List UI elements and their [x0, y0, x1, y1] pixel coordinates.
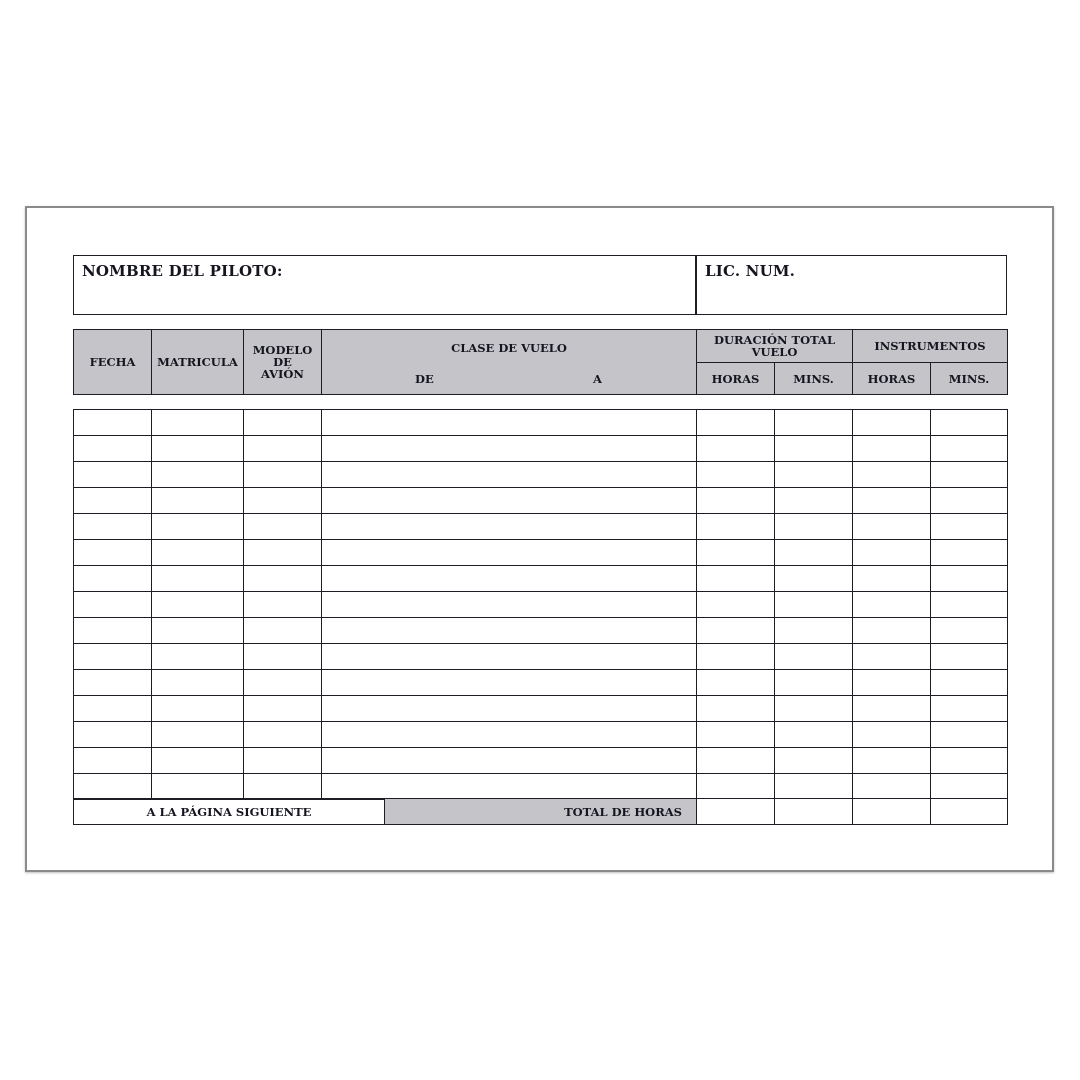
fecha-cell[interactable]	[73, 487, 152, 514]
matricula-cell[interactable]	[151, 539, 244, 566]
col-header-horas-instrumentos	[852, 362, 931, 395]
mins-vuelo-cell[interactable]	[774, 669, 853, 696]
pilot-header-box	[73, 255, 1007, 315]
horas-vuelo-cell[interactable]	[696, 747, 775, 774]
logbook-page	[25, 206, 1054, 872]
modelo-cell[interactable]	[243, 461, 322, 488]
horas-instrumentos-cell[interactable]	[852, 435, 931, 462]
horas-vuelo-cell[interactable]	[696, 695, 775, 722]
mins-vuelo-cell[interactable]	[774, 591, 853, 618]
fecha-cell[interactable]	[73, 721, 152, 748]
next-page-label: A LA PÁGINA SIGUIENTE	[146, 804, 312, 819]
instrumentos-label: INSTRUMENTOS	[874, 339, 986, 353]
fecha-cell[interactable]	[73, 409, 152, 436]
modelo-cell[interactable]	[243, 409, 322, 436]
modelo-cell[interactable]	[243, 539, 322, 566]
matricula-cell[interactable]	[151, 435, 244, 462]
horas-instrumentos-cell[interactable]	[852, 539, 931, 566]
mins-instrumentos-cell[interactable]	[930, 669, 1008, 696]
modelo-cell[interactable]	[243, 747, 322, 774]
horas-vuelo-cell[interactable]	[696, 487, 775, 514]
clase-de-vuelo-label: CLASE DE VUELO	[451, 341, 567, 355]
mins-instrumentos-cell[interactable]	[930, 695, 1008, 722]
clase-de-vuelo-cell[interactable]	[321, 539, 697, 566]
col-header-duracion-total	[696, 329, 853, 363]
pilot-name-label: NOMBRE DEL PILOTO:	[82, 262, 283, 280]
mins-instrumentos-cell[interactable]	[930, 565, 1008, 592]
mins-instrumentos-cell[interactable]	[930, 409, 1008, 436]
matricula-cell[interactable]	[151, 721, 244, 748]
matricula-cell[interactable]	[151, 643, 244, 670]
horas-instrumentos-cell[interactable]	[852, 747, 931, 774]
mins-vuelo-cell[interactable]	[774, 435, 853, 462]
total-flight-hours-field[interactable]	[696, 798, 775, 825]
mins-label: MINS.	[793, 371, 834, 386]
modelo-cell[interactable]	[243, 513, 322, 540]
matricula-cell[interactable]	[151, 695, 244, 722]
mins-instrumentos-cell[interactable]	[930, 617, 1008, 644]
horas-vuelo-cell[interactable]	[696, 513, 775, 540]
clase-de-vuelo-cell[interactable]	[321, 721, 697, 748]
matricula-cell[interactable]	[151, 669, 244, 696]
matricula-cell[interactable]	[151, 461, 244, 488]
modelo-cell[interactable]	[243, 591, 322, 618]
matricula-cell[interactable]	[151, 409, 244, 436]
col-header-horas-vuelo	[696, 362, 775, 395]
clase-de-vuelo-cell[interactable]	[321, 461, 697, 488]
horas-instrumentos-cell[interactable]	[852, 773, 931, 800]
col-header-fecha	[73, 329, 152, 395]
horas-vuelo-cell[interactable]	[696, 565, 775, 592]
modelo-cell[interactable]	[243, 721, 322, 748]
horas-instrumentos-cell[interactable]	[852, 643, 931, 670]
fecha-cell[interactable]	[73, 565, 152, 592]
horas-instrumentos-cell[interactable]	[852, 617, 931, 644]
matricula-label: MATRICULA	[157, 355, 238, 369]
mins-vuelo-cell[interactable]	[774, 539, 853, 566]
matricula-cell[interactable]	[151, 487, 244, 514]
next-page-cell	[73, 798, 385, 825]
clase-de-vuelo-cell[interactable]	[321, 695, 697, 722]
mins-vuelo-cell[interactable]	[774, 513, 853, 540]
matricula-cell[interactable]	[151, 591, 244, 618]
horas-label: HORAS	[867, 371, 916, 386]
fecha-cell[interactable]	[73, 747, 152, 774]
total-flight-mins-field[interactable]	[774, 798, 853, 825]
mins-vuelo-cell[interactable]	[774, 695, 853, 722]
fecha-cell[interactable]	[73, 513, 152, 540]
horas-vuelo-cell[interactable]	[696, 409, 775, 436]
clase-de-vuelo-cell[interactable]	[321, 617, 697, 644]
clase-de-vuelo-cell[interactable]	[321, 565, 697, 592]
mins-vuelo-cell[interactable]	[774, 565, 853, 592]
col-header-clase-de-vuelo	[321, 329, 697, 395]
mins-vuelo-cell[interactable]	[774, 409, 853, 436]
horas-vuelo-cell[interactable]	[696, 435, 775, 462]
license-number-label: LIC. NUM.	[705, 262, 796, 280]
modelo-label: MODELO DE AVIÓN	[252, 343, 313, 381]
clase-de-vuelo-cell[interactable]	[321, 643, 697, 670]
mins-vuelo-cell[interactable]	[774, 721, 853, 748]
modelo-cell[interactable]	[243, 617, 322, 644]
total-instrument-mins-field[interactable]	[930, 798, 1008, 825]
horas-instrumentos-cell[interactable]	[852, 669, 931, 696]
mins-instrumentos-cell[interactable]	[930, 487, 1008, 514]
mins-vuelo-cell[interactable]	[774, 461, 853, 488]
mins-vuelo-cell[interactable]	[774, 643, 853, 670]
horas-instrumentos-cell[interactable]	[852, 461, 931, 488]
modelo-cell[interactable]	[243, 487, 322, 514]
mins-vuelo-cell[interactable]	[774, 773, 853, 800]
mins-instrumentos-cell[interactable]	[930, 539, 1008, 566]
header-divider	[695, 256, 697, 314]
modelo-cell[interactable]	[243, 773, 322, 800]
col-header-instrumentos	[852, 329, 1008, 363]
horas-instrumentos-cell[interactable]	[852, 721, 931, 748]
matricula-cell[interactable]	[151, 773, 244, 800]
mins-vuelo-cell[interactable]	[774, 487, 853, 514]
horas-vuelo-cell[interactable]	[696, 773, 775, 800]
pilot-name-field[interactable]	[264, 262, 684, 307]
fecha-cell[interactable]	[73, 695, 152, 722]
col-header-modelo	[243, 329, 322, 395]
mins-instrumentos-cell[interactable]	[930, 747, 1008, 774]
horas-label: HORAS	[711, 371, 760, 386]
mins-vuelo-cell[interactable]	[774, 617, 853, 644]
clase-de-vuelo-cell[interactable]	[321, 513, 697, 540]
total-instrument-hours-field[interactable]	[852, 798, 931, 825]
horas-vuelo-cell[interactable]	[696, 669, 775, 696]
fecha-label: FECHA	[89, 355, 136, 369]
col-header-mins-vuelo	[774, 362, 853, 395]
horas-vuelo-cell[interactable]	[696, 643, 775, 670]
horas-vuelo-cell[interactable]	[696, 539, 775, 566]
horas-instrumentos-cell[interactable]	[852, 409, 931, 436]
horas-instrumentos-cell[interactable]	[852, 565, 931, 592]
mins-instrumentos-cell[interactable]	[930, 435, 1008, 462]
a-label: A	[593, 372, 602, 386]
modelo-cell[interactable]	[243, 435, 322, 462]
clase-de-vuelo-cell[interactable]	[321, 591, 697, 618]
license-number-field[interactable]	[796, 262, 996, 307]
clase-de-vuelo-cell[interactable]	[321, 747, 697, 774]
fecha-cell[interactable]	[73, 461, 152, 488]
modelo-cell[interactable]	[243, 643, 322, 670]
modelo-cell[interactable]	[243, 669, 322, 696]
clase-de-vuelo-cell[interactable]	[321, 409, 697, 436]
fecha-cell[interactable]	[73, 539, 152, 566]
fecha-cell[interactable]	[73, 591, 152, 618]
fecha-cell[interactable]	[73, 773, 152, 800]
matricula-cell[interactable]	[151, 617, 244, 644]
duracion-total-label: DURACIÓN TOTAL VUELO	[713, 333, 836, 359]
col-header-mins-instrumentos	[930, 362, 1008, 395]
matricula-cell[interactable]	[151, 747, 244, 774]
modelo-cell[interactable]	[243, 695, 322, 722]
fecha-cell[interactable]	[73, 643, 152, 670]
total-hours-cell	[384, 798, 697, 825]
matricula-cell[interactable]	[151, 513, 244, 540]
horas-instrumentos-cell[interactable]	[852, 695, 931, 722]
clase-de-vuelo-cell[interactable]	[321, 773, 697, 800]
de-label: DE	[415, 372, 434, 386]
fecha-cell[interactable]	[73, 435, 152, 462]
fecha-cell[interactable]	[73, 669, 152, 696]
horas-instrumentos-cell[interactable]	[852, 487, 931, 514]
clase-de-vuelo-cell[interactable]	[321, 435, 697, 462]
clase-de-vuelo-cell[interactable]	[321, 487, 697, 514]
mins-instrumentos-cell[interactable]	[930, 643, 1008, 670]
modelo-cell[interactable]	[243, 565, 322, 592]
mins-instrumentos-cell[interactable]	[930, 773, 1008, 800]
horas-vuelo-cell[interactable]	[696, 721, 775, 748]
clase-de-vuelo-cell[interactable]	[321, 669, 697, 696]
total-hours-label: TOTAL DE HORAS	[564, 804, 682, 819]
mins-instrumentos-cell[interactable]	[930, 513, 1008, 540]
horas-vuelo-cell[interactable]	[696, 591, 775, 618]
horas-vuelo-cell[interactable]	[696, 461, 775, 488]
mins-instrumentos-cell[interactable]	[930, 721, 1008, 748]
mins-vuelo-cell[interactable]	[774, 747, 853, 774]
horas-instrumentos-cell[interactable]	[852, 513, 931, 540]
mins-instrumentos-cell[interactable]	[930, 461, 1008, 488]
mins-label: MINS.	[948, 371, 990, 386]
mins-instrumentos-cell[interactable]	[930, 591, 1008, 618]
col-header-matricula	[151, 329, 244, 395]
fecha-cell[interactable]	[73, 617, 152, 644]
horas-instrumentos-cell[interactable]	[852, 591, 931, 618]
matricula-cell[interactable]	[151, 565, 244, 592]
horas-vuelo-cell[interactable]	[696, 617, 775, 644]
